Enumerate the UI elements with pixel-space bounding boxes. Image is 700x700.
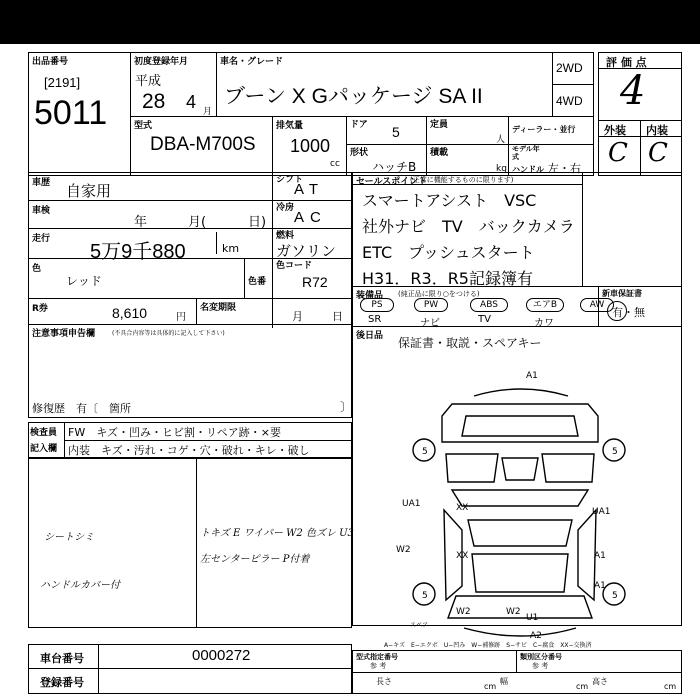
notes-label: 注意事項申告欄: [32, 329, 96, 339]
repair-history: 修復歴 有〔 箇所: [32, 402, 131, 415]
reg-year: 28: [142, 90, 166, 113]
handwritten-mid-2: 左センターピラー P付着: [200, 554, 310, 565]
diagram-legend: A−キズ E−エクボ U−凹み W−補修跡 S−サビ C−腐食 XX−交換済: [384, 642, 592, 649]
sales-point-3: ETC プッシュスタート: [362, 243, 535, 262]
mark-ua1-left: UA1: [402, 499, 421, 509]
cm-unit-1: cm: [484, 682, 497, 691]
mark-a1-right: A1: [594, 551, 606, 561]
aircon-label: 冷房: [276, 203, 295, 213]
color-code-label: 色コード: [276, 261, 313, 271]
overall-score: 4: [620, 68, 646, 114]
header-frame: [28, 52, 594, 176]
mark-5-rl: 5: [422, 591, 428, 601]
load-label: 積載: [430, 148, 449, 158]
mark-w2-bottom-2: W2: [506, 607, 521, 617]
entry-label: 記入欄: [30, 444, 58, 454]
shift: AT: [294, 181, 325, 198]
lot-no-label: 出品番号: [32, 57, 69, 67]
chassis-no-label: 車台番号: [40, 652, 84, 665]
handle-label: ハンドル: [512, 165, 544, 174]
sales-points-label: セールスポイント: [356, 177, 428, 187]
shape-label: 形状: [350, 148, 369, 158]
mark-5-rr: 5: [612, 591, 618, 601]
color-no-label: 色番: [248, 277, 267, 287]
displacement: 1000: [290, 136, 331, 156]
mark-ua1-right: UA1: [592, 507, 611, 517]
era: 平成: [135, 74, 162, 89]
inspection-month: 月(: [188, 215, 207, 230]
aircon: AC: [294, 209, 327, 226]
door-label: ドア: [350, 120, 368, 130]
color-code: R72: [302, 274, 328, 290]
model-year-label: モデル年式: [512, 145, 540, 161]
color-label: 色: [32, 264, 42, 274]
sales-points-small: (正常に機能するものに限ります): [410, 176, 514, 184]
mark-a1-top: A1: [526, 371, 538, 381]
equip-navi: ナビ: [420, 318, 440, 329]
color: レッド: [66, 274, 102, 288]
exterior-grade: C: [608, 138, 628, 168]
dealer-parallel: ディーラー・並行: [512, 125, 576, 134]
equip-ps: PS: [360, 298, 394, 312]
reference-1: 参 考: [370, 662, 387, 670]
registration-no-label: 登録番号: [40, 676, 84, 689]
shift-label: シフト: [276, 175, 304, 185]
repair-bracket: 〕: [340, 400, 353, 414]
cm-unit-2: cm: [576, 682, 589, 691]
drive-4wd: 4WD: [556, 94, 583, 108]
reg-month: 4: [186, 92, 197, 112]
mark-a1-right-2: A1: [594, 581, 606, 591]
accessories-label: 後日品: [356, 331, 384, 341]
name-change-day: 日: [332, 310, 343, 323]
first-reg-label: 初度登録年月: [134, 57, 189, 67]
equipment-small: (純正品に限り○をつける): [398, 290, 480, 298]
kg-unit: kg: [496, 164, 507, 174]
history: 自家用: [66, 182, 112, 200]
history-label: 車歴: [32, 178, 51, 188]
damage-diagram: [356, 356, 680, 646]
car-name-grade: ブーン X Gパッケージ SA II: [224, 85, 483, 108]
equip-aw: AW: [580, 298, 614, 312]
lot-small-number: [2191]: [44, 75, 81, 90]
sales-point-4: H31．R3．R5記録簿有: [362, 269, 533, 288]
warranty-choice: 有・無: [612, 306, 645, 319]
mark-xx-2: XX: [456, 551, 469, 561]
equip-leather: カワ: [534, 318, 554, 329]
width-label: 幅: [500, 677, 508, 686]
equip-sr: SR: [368, 314, 382, 325]
auction-sheet: [0, 44, 700, 700]
capacity-label: 定員: [430, 120, 449, 130]
reg-month-unit: 月: [203, 107, 213, 117]
drive-2wd: 2WD: [556, 61, 583, 75]
height-label: 高さ: [592, 677, 608, 686]
km-unit: km: [222, 242, 240, 255]
equip-airbag: エアB: [526, 298, 564, 312]
interior-grade: C: [648, 138, 668, 168]
mark-w2-bottom: W2: [456, 607, 471, 617]
fuel-label: 燃料: [276, 231, 295, 241]
shape: ハッチB: [372, 160, 417, 174]
fuel: ガソリン: [276, 242, 337, 260]
recycle-fee: 8,610: [112, 305, 148, 321]
model-label: 型式: [134, 121, 153, 131]
equip-pw: PW: [414, 298, 448, 312]
spare-label: スペア: [410, 622, 429, 629]
mark-u1: U1: [526, 613, 539, 623]
cm-unit-3: cm: [664, 682, 677, 691]
equip-tv: TV: [478, 314, 491, 325]
interior-label: 内装: [646, 124, 668, 137]
notes-small: (不具合内容等は具体的に記入して下さい): [112, 330, 225, 337]
exterior-label: 外装: [604, 124, 626, 137]
model: DBA-M700S: [150, 134, 256, 155]
score-label: 評 価 点: [606, 56, 647, 69]
cc-unit: cc: [330, 159, 340, 169]
equip-abs: ABS: [470, 298, 508, 312]
inspector-row-2: 内装 キズ・汚れ・コゲ・穴・破れ・キレ・破し: [68, 444, 310, 457]
sales-points-list: [362, 188, 575, 292]
comment-frame: [28, 458, 352, 628]
new-warranty-label: 新車保証書: [602, 289, 642, 298]
recycle-label: R券: [32, 304, 48, 314]
mark-w2-left: W2: [396, 545, 411, 555]
inspector-label: 検査員: [30, 428, 58, 438]
yen-unit: 円: [176, 312, 186, 323]
equipment-label: 装備品: [356, 291, 384, 301]
lot-number: 5011: [34, 94, 108, 132]
handle-value: 左・右: [548, 162, 581, 175]
person-unit: 人: [496, 135, 506, 145]
mark-xx-1: XX: [456, 503, 469, 513]
doors: 5: [392, 124, 400, 140]
accessories: 保証書・取説・スペアキー: [398, 336, 542, 350]
mark-5-fr: 5: [612, 447, 618, 457]
reference-2: 参 考: [532, 662, 549, 670]
inspection-day: 日): [248, 215, 267, 230]
handwritten-left-1: シートシミ: [44, 532, 94, 543]
mark-a2: A2: [530, 631, 542, 641]
handwritten-mid-1: トキズ E ワイパー W2 色ズレ U3: [200, 528, 354, 539]
mark-5-fl: 5: [422, 447, 428, 457]
mileage: 5万9千880: [90, 241, 186, 263]
inspection-label: 車検: [32, 206, 51, 216]
chassis-no: 0000272: [192, 647, 251, 664]
inspector-row-1: FW キズ・凹み・ヒビ割・リペア跡・×要: [68, 426, 281, 439]
sales-point-1: スマートアシスト VSC: [362, 191, 537, 210]
inspection-year: 年: [134, 215, 148, 230]
category-no-label: 類別区分番号: [520, 653, 562, 661]
mileage-label: 走行: [32, 234, 51, 244]
displacement-label: 排気量: [276, 121, 304, 131]
car-name-label: 車名・グレード: [220, 57, 284, 67]
name-change-label: 名変期限: [200, 303, 237, 313]
model-type-no-label: 型式指定番号: [356, 653, 398, 661]
sales-point-2: 社外ナビ TV バックカメラ: [362, 217, 575, 236]
handwritten-left-2: ハンドルカバー付: [40, 580, 120, 591]
length-label: 長さ: [376, 677, 392, 686]
name-change-month: 月: [292, 310, 303, 323]
